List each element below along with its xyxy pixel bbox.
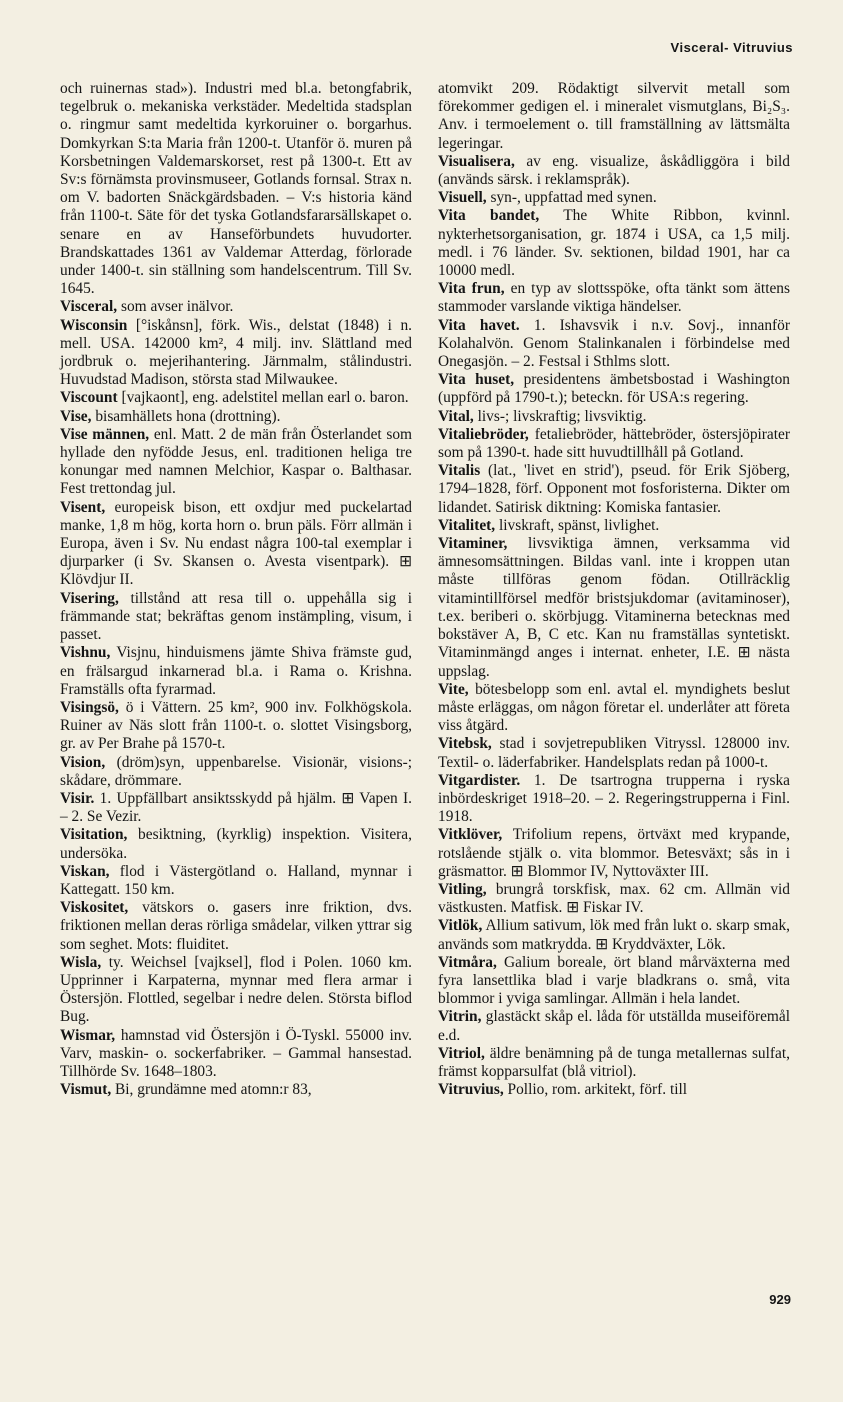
entry-text: [vajkaont], eng. adelstitel mellan earl o. baron. xyxy=(117,389,409,407)
entry-text: ty. Weichsel [vajksel], flod i Polen. 1060 km. Upprinner i Karpaterna, mynnar med flera armar i Östersjön. Flottled, segelbar i nedre delen. Största biflod Bug. xyxy=(60,953,412,1026)
dictionary-entry xyxy=(438,954,790,1009)
entry-text: bötesbelopp som enl. avtal el. myndighets beslut måste erläggas, om någon företar el. underlåter att företa viss åtgärd. xyxy=(438,680,790,735)
entry-headword: Vital, xyxy=(438,407,474,425)
dictionary-entry xyxy=(60,790,412,826)
entry-text: av eng. visualize, åskådliggöra i bild (används särsk. i reklamspråk). xyxy=(438,152,790,189)
entry-headword: Vitaminer, xyxy=(438,535,508,553)
entry-headword: Vitling, xyxy=(438,880,487,898)
dictionary-entry xyxy=(438,153,790,189)
entry-headword: Vita havet. xyxy=(438,316,520,334)
dictionary-entry xyxy=(438,1008,790,1044)
entry-text: äldre benämning på de tunga metallernas sulfat, främst kopparsulfat (blå vitriol). xyxy=(438,1044,790,1080)
dictionary-entry xyxy=(438,681,790,736)
entry-text: (dröm)syn, uppenbarelse. Visionär, visions-; skådare, drömmare. xyxy=(60,753,412,789)
entry-headword: Vitmåra, xyxy=(438,953,497,971)
dictionary-entry xyxy=(60,826,412,862)
entry-text: som avser inälvor. xyxy=(117,298,234,316)
entry-headword: Visingsö, xyxy=(60,698,119,716)
entry-text: hamnstad vid Östersjön i Ö-Tyskl. 55000 inv. Varv, maskin- o. sockerfabriker. – Gammal hansestad. Tillhörde Sv. 1648–1803. xyxy=(60,1026,412,1080)
dictionary-entry xyxy=(60,863,412,899)
right-column xyxy=(438,80,790,1099)
entry-text: Visjnu, hinduismens jämte Shiva främste gud, en frälsargud inkarnerad bl.a. i Rama o. Krishna. Framställs ofta fyrarmad. xyxy=(60,644,412,698)
entry-headword: Vitrin, xyxy=(438,1008,482,1026)
entry-text: enl. Matt. 2 de män från Österlandet som hyllade den nyfödde Jesus, enl. traditionen heliga tre konungar med namnen Melchior, Kaspar o. Balthasar. Fest trettondag jul. xyxy=(60,425,412,498)
entry-headword: Wisla, xyxy=(60,953,102,971)
entry-headword: Visualisera, xyxy=(438,152,515,170)
entry-headword: Vise männen, xyxy=(60,425,150,443)
entry-headword: Vitgardister. xyxy=(438,771,521,789)
entry-text: besiktning, (kyrklig) inspektion. Visitera, undersöka. xyxy=(60,826,412,862)
entry-headword: Visering, xyxy=(60,589,119,607)
dictionary-entry xyxy=(60,80,412,298)
dictionary-entry xyxy=(60,298,412,316)
entry-text: stad i sovjetrepubliken Vitryssl. 128000 inv. Textil- o. läderfabriker. Handelsplats redan på 1000-t. xyxy=(438,735,790,771)
dictionary-entry xyxy=(60,389,412,407)
entry-headword: Vitruvius, xyxy=(438,1081,504,1099)
entry-headword: Vitaliebröder, xyxy=(438,425,529,443)
entry-headword: Vision, xyxy=(60,753,106,771)
dictionary-entry xyxy=(60,590,412,645)
entry-text: livskraft, spänst, livlighet. xyxy=(495,516,660,534)
entry-text: en typ av slottsspöke, ofta tänkt som ättens stammoder varslande viktiga händelser. xyxy=(438,280,790,316)
dictionary-entry xyxy=(438,826,790,881)
dictionary-entry xyxy=(438,535,790,681)
dictionary-entry xyxy=(60,644,412,699)
entry-headword: Visuell, xyxy=(438,189,487,207)
entry-text: Allium sativum, lök med från lukt o. skarp smak, används som matkrydda. ⊞ Kryddväxter, Lök. xyxy=(438,917,790,953)
entry-headword: Viskositet, xyxy=(60,899,129,917)
entry-text: Bi, grundämne med atomn:r 83, xyxy=(111,1081,312,1099)
dictionary-entry xyxy=(438,462,790,517)
entry-text: atomvikt 209. Rödaktigt silvervit metall som förekommer gedigen el. i mineralet vismutglans, Bi₂S₃. Anv. i termoelement o. till framställning av lättsmälta legeringar. xyxy=(438,80,790,152)
entry-text: brungrå torskfisk, max. 62 cm. Allmän vid västkusten. Matfisk. ⊞ Fiskar IV. xyxy=(438,880,790,917)
entry-headword: Visir. xyxy=(60,789,95,807)
entry-text: syn-, uppfattad med synen. xyxy=(486,189,657,207)
entry-headword: Vite, xyxy=(438,680,469,698)
left-column xyxy=(60,80,412,1099)
dictionary-entry xyxy=(438,371,790,407)
dictionary-entry xyxy=(438,189,790,207)
entry-headword: Vitlök, xyxy=(438,917,483,935)
dictionary-entry xyxy=(60,1027,412,1082)
entry-text: 1. De tsartrogna trupperna i ryska inbördeskriget 1918–20. – 2. Regeringstrupperna i Finl. 1918. xyxy=(438,771,790,826)
entry-headword: Vita bandet, xyxy=(438,207,540,225)
entry-headword: Vise, xyxy=(60,407,92,425)
dictionary-entry xyxy=(438,1045,790,1081)
entry-headword: Visceral, xyxy=(60,298,118,316)
entry-text: 1. Ishavsvik i n.v. Sovj., innanför Kolahalvön. Genom Stalinkanalen i förbindelse med Onegasjön. – 2. Festsal i Sthlms slott. xyxy=(438,316,791,371)
entry-text: The White Ribbon, kvinnl. nykterhetsorganisation, gr. 1874 i USA, ca 1,5 milj. medl. i 76 länder. Sv. sektionen, bildad 1901, har ca 10000 medl. xyxy=(438,207,790,280)
entry-text: Pollio, rom. arkitekt, förf. till xyxy=(503,1081,688,1099)
entry-text: bisamhällets hona (drottning). xyxy=(91,407,281,425)
dictionary-entry xyxy=(438,917,790,953)
dictionary-entry xyxy=(60,426,412,499)
entry-text: och ruinernas stad»). Industri med bl.a. betongfabrik, tegelbruk o. mekaniska verkstäder. Medeltida stadsplan o. ringmur samt medeltida kyrkoruiner o. borgarhus. Domkyrkan S:ta Maria från 1200-t. Utanför ö. muren på Korsbetningen Valdemarskorset, rest på 1300-t. Ett av Sv:s förnämsta provinsmuseer, Gotlands fornsal. Strax n. om V. badorten Snäckgärdsbaden. – V:s historia känd från 1100-t. Säte för det tyska Gotlandsfararsällskapet o. senare en av Hanseförbundets huvudorter. Brandskattades 1361 av Valdemar Atterdag, förlorade under 1400-t. sin ställning som handelscentrum. Till Sv. 1645. xyxy=(60,80,412,298)
dictionary-entry xyxy=(60,317,412,390)
entry-text: glastäckt skåp el. låda för utställda museiföremål e.d. xyxy=(438,1008,790,1044)
entry-headword: Vitebsk, xyxy=(438,735,492,753)
dictionary-entry xyxy=(60,1081,412,1099)
entry-text: livsviktiga ämnen, verksamma vid ämnesomsättningen. Bildas vanl. inte i kroppen utan måste tillföras genom födan. Otillräcklig vitamintillförsel medför bristsjukdomar (avitaminoser), t.ex. beriberi o. skörbjugg. Vitaminerna betecknas med bokstäver A, B, C etc. Kan nu framställas syntetiskt. Vitaminmängd anges i internat. enheter, I.E. ⊞ nästa uppslag. xyxy=(438,535,790,680)
dictionary-entry xyxy=(60,699,412,754)
entry-text: europeisk bison, ett oxdjur med puckelartad manke, 1,8 m hög, korta horn o. brun päls. Förr allmän i Europa, även i Sv. Nu endast några 100-tal exemplar i djurparker (i Sv. Skansen o. Avesta visentpark). ⊞ Klövdjur II. xyxy=(60,498,412,589)
entry-headword: Vitklöver, xyxy=(438,826,503,844)
entry-text: presidentens ämbetsbostad i Washington (uppförd på 1790-t.); beteckn. för USA:s regering. xyxy=(438,371,790,407)
dictionary-entry xyxy=(60,954,412,1027)
entry-text: fetaliebröder, hättebröder, östersjöpirater som på 1390-t. hade sitt huvudtillhåll på Gotland. xyxy=(438,425,790,462)
dictionary-entry xyxy=(438,772,790,827)
entry-text: ö i Vättern. 25 km², 900 inv. Folkhögskola. Ruiner av Näs slott från 1100-t. o. slottet Visingsborg, gr. av Per Brahe på 1570-t. xyxy=(60,698,412,753)
dictionary-entry xyxy=(438,207,790,280)
dictionary-entry xyxy=(438,80,790,153)
dictionary-entry xyxy=(438,1081,790,1099)
dictionary-entry xyxy=(438,426,790,462)
dictionary-entry xyxy=(60,899,412,954)
entry-headword: Vita frun, xyxy=(438,280,505,298)
entry-headword: Vitalis xyxy=(438,462,481,480)
dictionary-entry xyxy=(438,735,790,771)
entry-text: Galium boreale, ört bland mårväxterna med fyra lansettlika blad i varje bladkrans o. små, vita blommor i yviga samlingar. Allmän i hela landet. xyxy=(438,953,790,1008)
entry-headword: Vitriol, xyxy=(438,1044,485,1062)
dictionary-entry xyxy=(438,280,790,316)
dictionary-entry xyxy=(438,517,790,535)
dictionary-entry xyxy=(60,499,412,590)
entry-headword: Vishnu, xyxy=(60,644,111,662)
entry-text: tillstånd att resa till o. uppehålla sig i främmande stat; bekräftas genom instämpling, visum, i passet. xyxy=(60,589,412,644)
entry-headword: Visent, xyxy=(60,498,106,516)
entry-headword: Vita huset, xyxy=(438,371,515,389)
entry-headword: Vitalitet, xyxy=(438,516,496,534)
entry-headword: Wisconsin xyxy=(60,316,128,334)
dictionary-entry xyxy=(438,317,790,372)
entry-text: [°iskånsn], förk. Wis., delstat (1848) i n. mell. USA. 142000 km², 4 milj. inv. Slättland med jordbruk o. mejerihantering. Järnmalm, stålindustri. Huvudstad Madison, största stad Milwaukee. xyxy=(60,316,412,389)
entry-text: Trifolium repens, örtväxt med krypande, rotslående stjälk o. vita blommor. Betesväxt; sås in i gräsmattor. ⊞ Blommor IV, Nyttoväxter III. xyxy=(438,826,790,880)
entry-text: livs-; livskraftig; livsviktig. xyxy=(473,407,647,425)
dictionary-entry xyxy=(438,408,790,426)
entry-text: (lat., 'livet en strid'), pseud. för Erik Sjöberg, 1794–1828, förf. Opponent mot fosforisterna. Dikter om lidandet. Satirisk diktning: Komiska fantasier. xyxy=(438,462,790,516)
entry-headword: Visitation, xyxy=(60,826,128,844)
entry-text: 1. Uppfällbart ansiktsskydd på hjälm. ⊞ Vapen I. – 2. Se Vezir. xyxy=(60,789,412,826)
entry-text: vätskors o. gasers inre friktion, dvs. friktionen mellan deras rörliga smådelar, vilken yttrar sig som seghet. Mots: fluiditet. xyxy=(60,899,412,953)
entry-headword: Viskan, xyxy=(60,862,110,880)
dictionary-entry xyxy=(60,408,412,426)
entry-headword: Wismar, xyxy=(60,1026,116,1044)
entry-headword: Viscount xyxy=(60,389,118,407)
dictionary-entry xyxy=(60,754,412,790)
entry-headword: Vismut, xyxy=(60,1081,112,1099)
page-number: 929 xyxy=(769,1292,791,1307)
running-header: Visceral- Vitruvius xyxy=(670,40,793,55)
entry-text: flod i Västergötland o. Halland, mynnar i Kattegatt. 150 km. xyxy=(60,862,412,898)
dictionary-entry xyxy=(438,881,790,917)
